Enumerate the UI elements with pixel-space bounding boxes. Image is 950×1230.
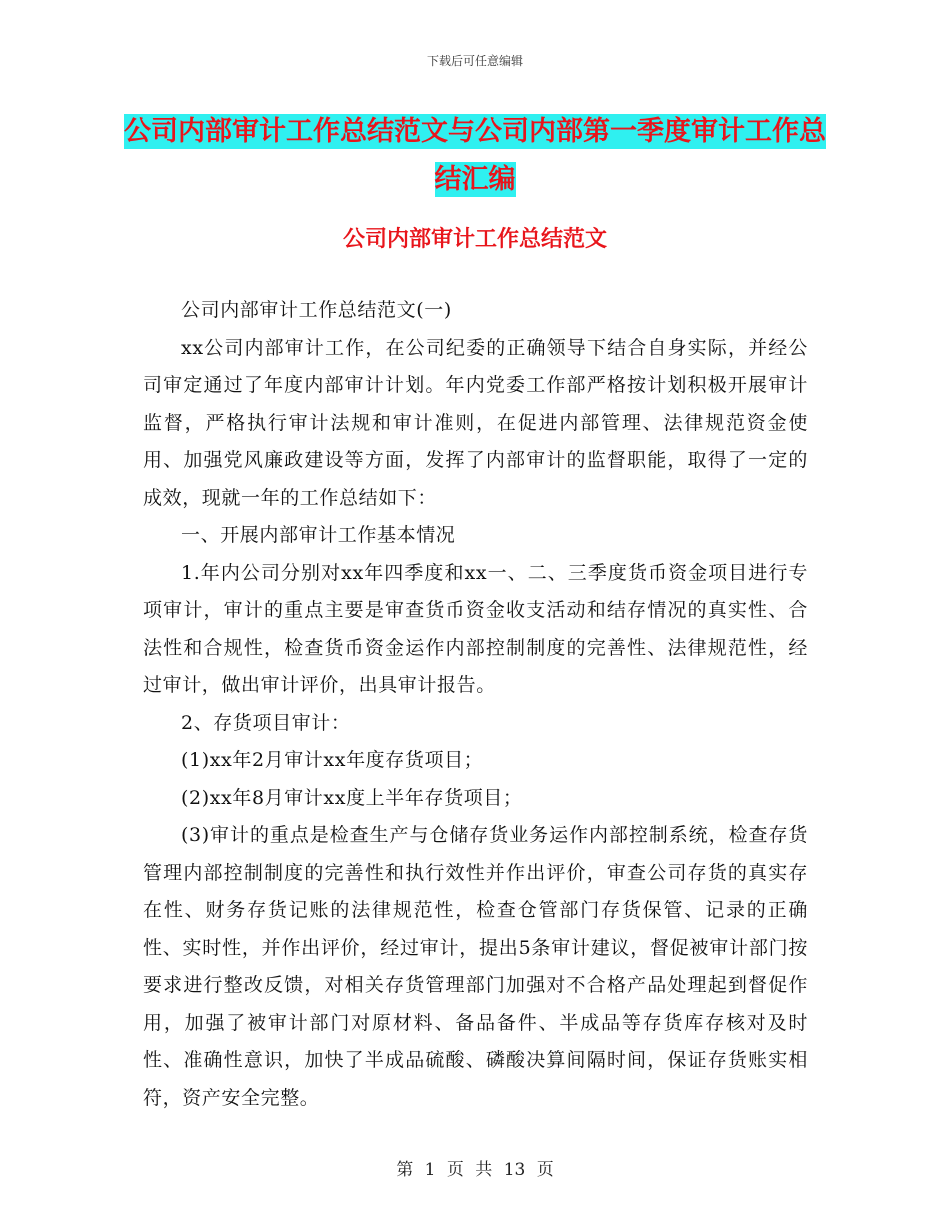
paragraph: 一、开展内部审计工作基本情况: [181, 524, 456, 546]
document-body: [143, 292, 808, 1117]
document-title: [120, 108, 830, 204]
paragraph: (3)审计的重点是检查生产与仓储存货业务运作内部控制系统，检查存货管理内部控制制度的完善性和执行效性并作出评价，审查公司存货的真实存在性、财务存货记账的法律规范性，检查仓管部门存货保管、记录的正确性、实时性，并作出评价，经过审计，提出5条审计建议，督促被审计部门按要求进行整改反馈，对相关存货管理部门加强对不合格产品处理起到督促作用，加强了被审计部门对原材料、备品备件、半成品等存货库存核对及时性、准确性意识，加快了半成品硫酸、磷酸决算间隔时间，保证存货账实相符，资产安全完整。: [143, 824, 808, 1109]
section-title: 公司内部审计工作总结范文: [342, 227, 607, 252]
paragraph: 公司内部审计工作总结范文(一): [181, 299, 452, 321]
paragraph: 2、存货项目审计：: [181, 711, 351, 734]
paragraph: 1.年内公司分别对xx年四季度和xx一、二、三季度货币资金项目进行专项审计，审计的重点主要是审查货币资金收支活动和结存情况的真实性、合法性和合规性，检查货币资金运作内部控制制度的完善性、法律规范性，经过审计，做出审计评价，出具审计报告。: [143, 561, 808, 696]
paragraph: (1)xx年2月审计xx年度存货项目；: [181, 749, 484, 771]
page-number: 第 1 页 共 13 页: [396, 1160, 554, 1180]
page-header-note: 下载后可任意编辑: [426, 54, 523, 68]
paragraph: xx公司内部审计工作，在公司纪委的正确领导下结合自身实际，并经公司审定通过了年度内部审计计划。年内党委工作部严格按计划积极开展审计监督，严格执行审计法规和审计准则，在促进内部管理、法律规范资金使用、加强党风廉政建设等方面，发挥了内部审计的监督职能，取得了一定的成效，现就一年的工作总结如下：: [143, 336, 808, 509]
document-title-text: 公司内部审计工作总结范文与公司内部第一季度审计工作总结汇编: [124, 116, 826, 195]
paragraph: (2)xx年8月审计xx度上半年存货项目；: [181, 786, 523, 809]
